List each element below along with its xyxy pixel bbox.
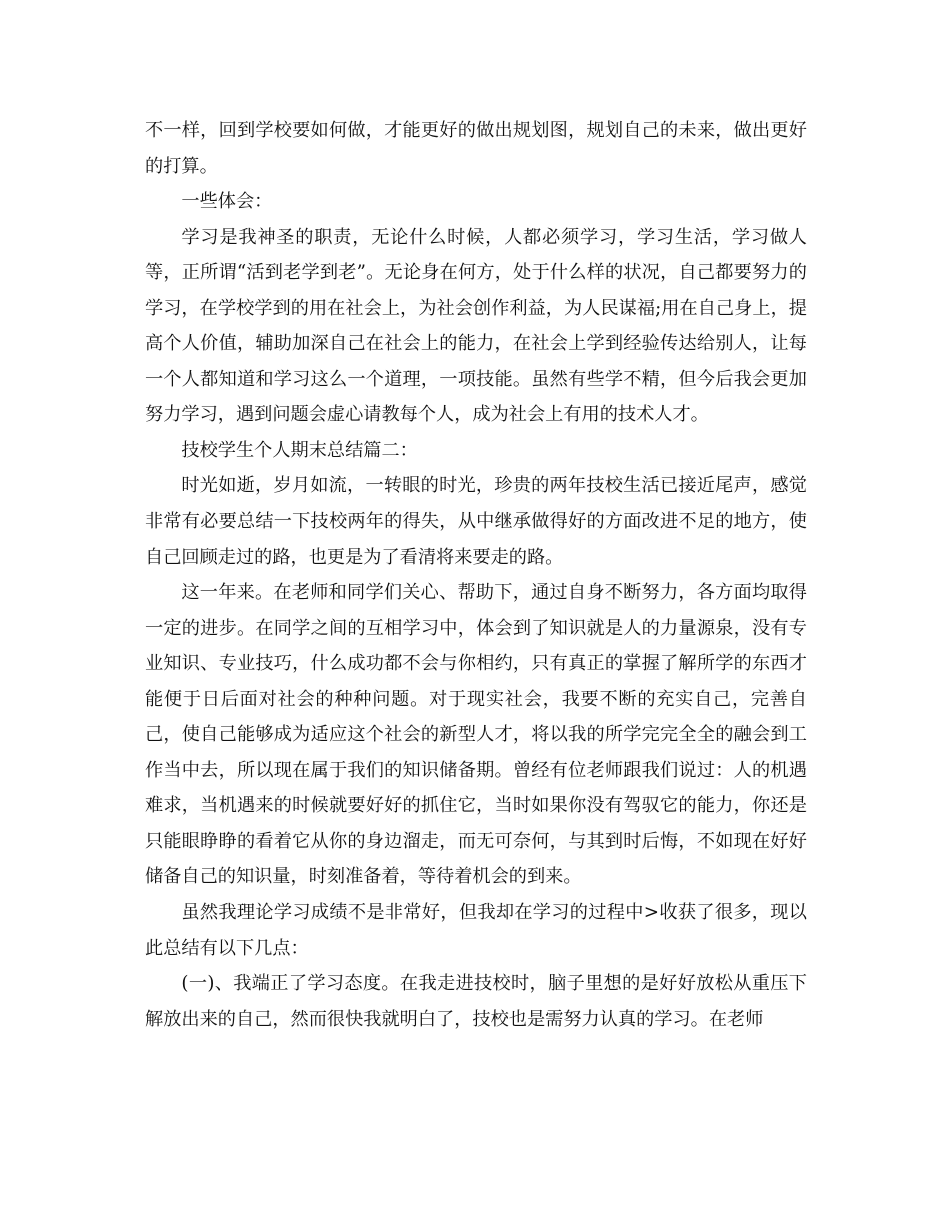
section-title-part-two: 技校学生个人期末总结篇二： <box>181 439 418 461</box>
document-body <box>145 113 807 1037</box>
paragraph-summary-intro: 虽然我理论学习成绩不是非常好，但我却在学习的过程中>收获了很多，现以此总结有以下几点： <box>145 902 807 959</box>
paragraph-point-one: (一)、我端正了学习态度。在我走进技校时，脑子里想的是好好放松从重压下解放出来的自己，然而很快我就明白了，技校也是需努力认真的学习。在老师 <box>145 973 807 1030</box>
paragraph-time-flies: 时光如逝，岁月如流，一转眼的时光，珍贵的两年技校生活已接近尾声，感觉非常有必要总结一下技校两年的得失，从中继承做得好的方面改进不足的地方，使自己回顾走过的路，也更是为了看清将来要走的路。 <box>145 475 807 568</box>
paragraph-this-year: 这一年来。在老师和同学们关心、帮助下，通过自身不断努力，各方面均取得一定的进步。在同学之间的互相学习中，体会到了知识就是人的力量源泉，没有专业知识、专业技巧，什么成功都不会与你相约，只有真正的掌握了解所学的东西才能便于日后面对社会的种种问题。对于现实社会，我要不断的充实自己，完善自己，使自己能够成为适应这个社会的新型人才，将以我的所学完完全全的融会到工作当中去，所以现在属于我们的知识储备期。曾经有位老师跟我们说过：人的机遇难求，当机遇来的时候就要好好的抓住它，当时如果你没有驾驭它的能力，你还是只能眼睁睁的看着它从你的身边溜走，而无可奈何，与其到时后悔，不如现在好好储备自己的知识量，时刻准备着，等待着机会的到来。 <box>145 582 807 888</box>
paragraph-continuation: 不一样，回到学校要如何做，才能更好的做出规划图，规划自己的未来，做出更好的打算。 <box>145 120 807 177</box>
paragraph-heading-experience: 一些体会： <box>181 191 273 213</box>
paragraph-learning-duty: 学习是我神圣的职责，无论什么时候，人都必须学习，学习生活，学习做人等，正所谓“活到老学到老”。无论身在何方，处于什么样的状况，自己都要努力的学习，在学校学到的用在社会上，为社会创作利益，为人民谋福;用在自己身上，提高个人价值，辅助加深自己在社会上的能力，在社会上学到经验传达给别人，让每一个人都知道和学习这么一个道理，一项技能。虽然有些学不精，但今后我会更加努力学习，遇到问题会虚心请教每个人，成为社会上有用的技术人才。 <box>145 226 807 426</box>
